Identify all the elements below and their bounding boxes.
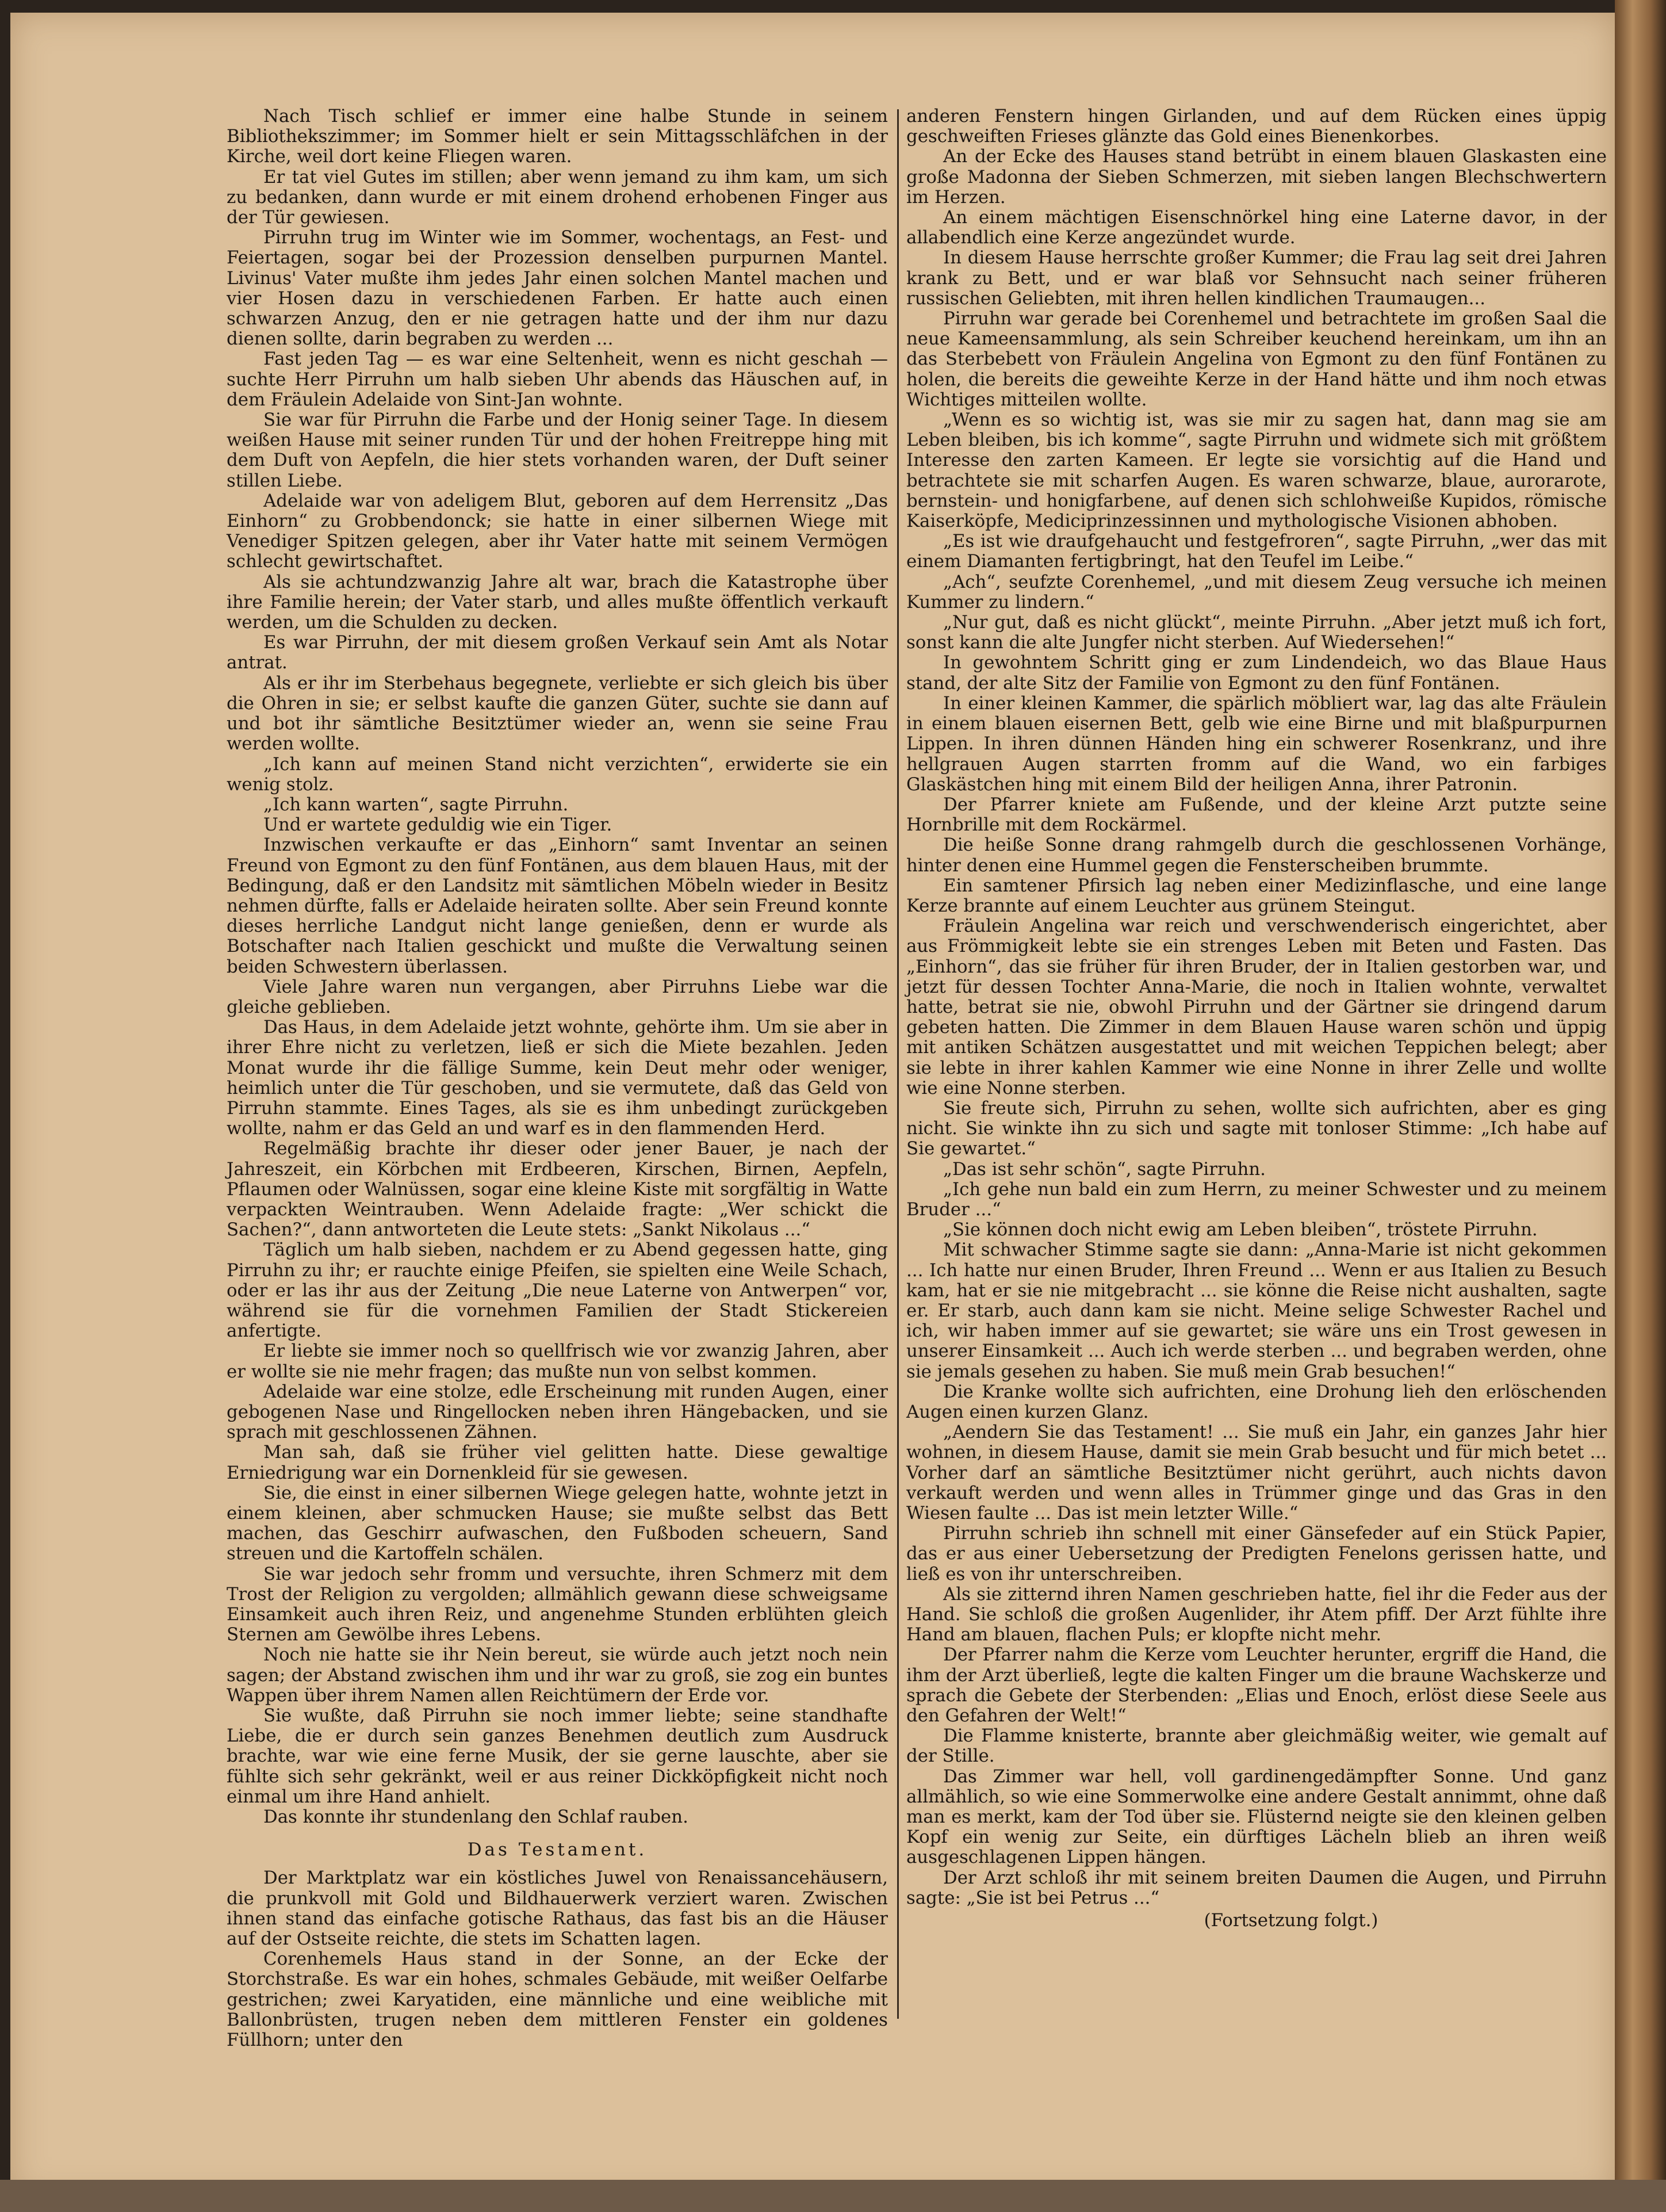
continuation-note: (Fortsetzung folgt.) [1204,1910,1378,1931]
paragraph: Der Arzt schloß ihr mit seinem breiten Daumen die Augen, und Pirruhn sagte: „Sie ist bei Petrus ...“ [906,1867,1607,1908]
paragraph: Ein samtener Pfirsich lag neben einer Medizinflasche, und eine lange Kerze brannte auf einem Leuchter aus grünem Steingut. [906,875,1607,916]
column-divider [897,109,899,2019]
paragraph: „Ich kann auf meinen Stand nicht verzichten“, erwiderte sie ein wenig stolz. [227,753,888,795]
paragraph: „Das ist sehr schön“, sagte Pirruhn. [943,1158,1266,1180]
paragraph: Fast jeden Tag — es war eine Seltenheit, wenn es nicht geschah — suchte Herr Pirruhn um halb sieben Uhr abends das Häuschen auf, in dem Fräulein Adelaide von Sint-Jan wohnte. [227,349,888,410]
paragraph: Mit schwacher Stimme sagte sie dann: „Anna-Marie ist nicht gekommen ... Ich hatte nur einen Bruder, Ihren Freund ... Wenn er aus Italien zu Besuch kam, hat er sie nie mitgebracht ... sie könne die Reise nicht aushalten, sagte er. Er starb, auch dann kam sie nicht. Meine selige Schwester Rachel und ich, wir haben immer auf sie gewartet; sie wäre uns ein Trost gewesen in unserer Einsamkeit ... Auch ich werde sterben ... und begraben werden, ohne sie jemals gesehen zu haben. Sie muß mein Grab besuchen!“ [906,1239,1607,1382]
paragraph: Täglich um halb sieben, nachdem er zu Abend gegessen hatte, ging Pirruhn zu ihr; er rauchte einige Pfeifen, sie spielten eine Weile Schach, oder er las ihr aus der Zeitung „Die neue Laterne von Antwerpen“ vor, während sie für die vornehmen Familien der Stadt Stickereien anfertigte. [227,1239,888,1342]
right-column [906,106,1607,2004]
paragraph-continuation: anderen Fenstern hingen Girlanden, und auf dem Rücken eines üppig geschweiften Frieses glänzte das Gold eines Bienenkorbes. [906,106,1607,147]
page-bottom-edge [0,2180,1666,2212]
paragraph: Sie freute sich, Pirruhn zu sehen, wollte sich aufrichten, aber es ging nicht. Sie winkte ihn zu sich und sagte mit tonloser Stimme: „Ich habe auf Sie gewartet.“ [906,1097,1607,1159]
paragraph: Viele Jahre waren nun vergangen, aber Pirruhns Liebe war die gleiche geblieben. [227,976,888,1017]
left-column [227,106,888,2051]
paragraph: Inzwischen verkaufte er das „Einhorn“ samt Inventar an seinen Freund von Egmont zu den fünf Fontänen, aus dem blauen Haus, mit der Bedingung, daß er den Landsitz mit sämtlichen Möbeln wieder in Besitz nehmen dürfte, falls er Adelaide heiraten sollte. Aber sein Freund konnte dieses herrliche Landgut nicht lange genießen, denn er wurde als Botschafter nach Italien geschickt und mußte die Verwaltung seinen beiden Schwestern überlassen. [227,835,888,977]
paragraph: Sie wußte, daß Pirruhn sie noch immer liebte; seine standhafte Liebe, die er durch sein ganzes Benehmen deutlich zum Ausdruck brachte, war wie eine ferne Musik, der sie gerne lauschte, aber sie fühlte sich sehr gekränkt, weil er aus reiner Dickköpfigkeit nicht noch einmal um ihre Hand anhielt. [227,1705,888,1807]
paragraph: Als sie zitternd ihren Namen geschrieben hatte, fiel ihr die Feder aus der Hand. Sie schloß die großen Augenlider, ihr Atem pfiff. Der Arzt fühlte ihre Hand am blauen, flachen Puls; er klopfte nicht mehr. [906,1583,1607,1645]
paragraph: Adelaide war eine stolze, edle Erscheinung mit runden Augen, einer gebogenen Nase und Ringellocken neben ihren Hängebacken, und sie sprach mit geschlossenen Zähnen. [227,1381,888,1443]
paragraph: An der Ecke des Hauses stand betrübt in einem blauen Glaskasten eine große Madonna der Sieben Schmerzen, mit sieben langen Blechschwertern im Herzen. [906,146,1607,208]
paragraph: Adelaide war von adeligem Blut, geboren auf dem Herrensitz „Das Einhorn“ zu Grobbendonck; sie hatte in einer silbernen Wiege mit Venediger Spitzen gelegen, aber ihr Vater hatte mit seinem Vermögen schlecht gewirtschaftet. [227,490,888,572]
paragraph: „Es ist wie draufgehaucht und festgefroren“, sagte Pirruhn, „wer das mit einem Diamanten fertigbringt, hat den Teufel im Leibe.“ [906,531,1607,572]
paragraph: Als sie achtundzwanzig Jahre alt war, brach die Katastrophe über ihre Familie herein; der Vater starb, und alles mußte öffentlich verkauft werden, um die Schulden zu decken. [227,571,888,633]
paragraph: Der Pfarrer nahm die Kerze vom Leuchter herunter, ergriff die Hand, die ihm der Arzt überließ, legte die kalten Finger um die braune Wachskerze und sprach die Gebete der Sterbenden: „Elias und Enoch, erlöst diese Seele aus den Gefahren der Welt!“ [906,1644,1607,1727]
paragraph: „Nur gut, daß es nicht glückt“, meinte Pirruhn. „Aber jetzt muß ich fort, sonst kann die alte Jungfer nicht sterben. Auf Wiedersehen!“ [906,612,1607,653]
paragraph: „Ich gehe nun bald ein zum Herrn, zu meiner Schwester und zu meinem Bruder ...“ [906,1178,1607,1220]
paragraph: Sie war für Pirruhn die Farbe und der Honig seiner Tage. In diesem weißen Hause mit seiner runden Tür und der hohen Freitreppe hing mit dem Duft von Aepfeln, die hier stets vorhanden waren, der Duft seiner stillen Liebe. [227,410,888,491]
paragraph: „Ach“, seufzte Corenhemel, „und mit diesem Zeug versuche ich meinen Kummer zu lindern.“ [906,571,1607,613]
paragraph: Sie war jedoch sehr fromm und versuchte, ihren Schmerz mit dem Trost der Religion zu vergolden; allmählich gewann diese schweigsame Einsamkeit auch ihren Reiz, und angenehme Stunden erblühten gleich Sternen am Gewölbe ihres Lebens. [227,1563,888,1645]
paragraph: Pirruhn war gerade bei Corenhemel und betrachtete im großen Saal die neue Kameensammlung, als sein Schreiber keuchend hereinkam, um ihn an das Sterbebett von Fräulein Angelina von Egmont zu den fünf Fontänen zu holen, die bereits die geweihte Kerze in der Hand hätte und ihm noch etwas Wichtiges mitteilen wollte. [906,308,1607,410]
paragraph: „Aendern Sie das Testament! ... Sie muß ein Jahr, ein ganzes Jahr hier wohnen, in diesem Hause, damit sie mein Grab besucht und für mich betet ... Vorher darf an sämtliche Besitztümer nicht gerührt, auch nichts davon verkauft werden und wenn alles in Trümmer ginge und das Gras in den Wiesen faulte ... Das ist mein letzter Wille.“ [906,1422,1607,1524]
paragraph: Pirruhn schrieb ihn schnell mit einer Gänsefeder auf ein Stück Papier, das er aus einer Uebersetzung der Predigten Fenelons gerissen hatte, und ließ es von ihr unterschreiben. [906,1523,1607,1585]
paragraph: Das Zimmer war hell, voll gardinengedämpfter Sonne. Und ganz allmählich, so wie eine Sommerwolke eine andere Gestalt annimmt, ohne daß man es merkt, kam der Tod über sie. Flüsternd neigte sie den kleinen gelben Kopf ein wenig zur Seite, ein dürftiges Lächeln blieb an ihren weiß ausgeschlagenen Lippen hängen. [906,1766,1607,1868]
paragraph: Noch nie hatte sie ihr Nein bereut, sie würde auch jetzt noch nein sagen; der Abstand zwischen ihm und ihr war zu groß, sie zog ein buntes Wappen über ihrem Namen allen Reichtümern der Erde vor. [227,1644,888,1706]
paragraph: Regelmäßig brachte ihr dieser oder jener Bauer, je nach der Jahreszeit, ein Körbchen mit Erdbeeren, Kirschen, Birnen, Aepfeln, Pflaumen oder Walnüssen, sogar eine kleine Kiste mit sorgfältig in Watte verpackten Weintrauben. Wenn Adelaide fragte: „Wer schickt die Sachen?“, dann antworteten die Leute stets: „Sankt Nikolaus ...“ [227,1138,888,1241]
paragraph: Corenhemels Haus stand in der Sonne, an der Ecke der Storchstraße. Es war ein hohes, schmales Gebäude, mit weißer Oelfarbe gestrichen; zwei Karyatiden, eine männliche und eine weibliche mit Ballonbrüsten, trugen neben dem mittleren Fenster ein goldenes Füllhorn; unter den [227,1949,888,2051]
paragraph: Er liebte sie immer noch so quellfrisch wie vor zwanzig Jahren, aber er wollte sie nie mehr fragen; das mußte nun von selbst kommen. [227,1341,888,1382]
paragraph: Sie, die einst in einer silbernen Wiege gelegen hatte, wohnte jetzt in einem kleinen, aber schmucken Hause; sie mußte selbst das Bett machen, das Geschirr aufwaschen, den Fußboden scheuern, Sand streuen und die Kartoffeln schälen. [227,1482,888,1564]
paragraph: „Sie können doch nicht ewig am Leben bleiben“, tröstete Pirruhn. [943,1219,1538,1241]
paragraph: „Wenn es so wichtig ist, was sie mir zu sagen hat, dann mag sie am Leben bleiben, bis ich komme“, sagte Pirruhn und widmete sich mit größtem Interesse den zarten Kameen. Er legte sie vorsichtig auf die Hand und betrachtete sie mit scharfen Augen. Es waren schwarze, blaue, aurorarote, bernstein- und honigfarbene, auf denen sich schlohweiße Kupidos, römische Kaiserköpfe, Mediciprinzessinnen und mythologische Visionen abhoben. [906,410,1607,532]
section-heading: Das Testament. [467,1839,648,1861]
paragraph: Pirruhn trug im Winter wie im Sommer, wochentags, an Fest- und Feiertagen, sogar bei der Prozession denselben purpurnen Mantel. Livinus' Vater mußte ihm jedes Jahr einen solchen Mantel machen und vier Hosen dazu in verschiedenen Farben. Er hatte auch einen schwarzen Anzug, den er nie getragen hatte und der ihm nur dazu dienen sollte, darin begraben zu werden ... [227,227,888,350]
paragraph: Fräulein Angelina war reich und verschwenderisch eingerichtet, aber aus Frömmigkeit lebte sie ein strenges Leben mit Beten und Fasten. Das „Einhorn“, das sie früher für ihren Bruder, der in Italien gestorben war, und jetzt für dessen Tochter Anna-Marie, die noch in Italien wohnte, verwaltet hatte, betrat sie nie, obwohl Pirruhn und der Gärtner sie dringend darum gebeten hatten. Die Zimmer in dem Blauen Hause waren schön und üppig mit antiken Schätzen ausgestattet und mit weichen Teppichen belegt; aber sie lebte in ihrer kahlen Kammer wie eine Nonne in ihrer Zelle und wollte wie eine Nonne sterben. [906,916,1607,1099]
paragraph: Er tat viel Gutes im stillen; aber wenn jemand zu ihm kam, um sich zu bedanken, dann wurde er mit einem drohend erhobenen Finger aus der Tür gewiesen. [227,166,888,228]
paragraph: Das konnte ihr stundenlang den Schlaf rauben. [263,1807,688,1828]
paragraph: In diesem Hause herrschte großer Kummer; die Frau lag seit drei Jahren krank zu Bett, und er war blaß vor Sehnsucht nach seiner früheren russischen Geliebten, mit ihren hellen kindlichen Traumaugen... [906,247,1607,309]
paragraph: Und er wartete geduldig wie ein Tiger. [263,814,612,836]
paragraph: Die Kranke wollte sich aufrichten, eine Drohung lieh den erlöschenden Augen einen kurzen Glanz. [906,1381,1607,1422]
paragraph: Man sah, daß sie früher viel gelitten hatte. Diese gewaltige Erniedrigung war ein Dornenkleid für sie gewesen. [227,1442,888,1483]
paragraph: „Ich kann warten“, sagte Pirruhn. [263,794,569,815]
paragraph: Die Flamme knisterte, brannte aber gleichmäßig weiter, wie gemalt auf der Stille. [906,1725,1607,1767]
paragraph: Der Pfarrer kniete am Fußende, und der kleine Arzt putzte seine Hornbrille mit dem Rockärmel. [906,794,1607,836]
paragraph: Nach Tisch schlief er immer eine halbe Stunde in seinem Bibliothekszimmer; im Sommer hielt er sein Mittagsschläfchen in der Kirche, weil dort keine Fliegen waren. [227,106,888,167]
paragraph: Es war Pirruhn, der mit diesem großen Verkauf sein Amt als Notar antrat. [227,632,888,673]
paragraph: In gewohntem Schritt ging er zum Lindendeich, wo das Blaue Haus stand, der alte Sitz der Familie von Egmont zu den fünf Fontänen. [906,652,1607,694]
paragraph: In einer kleinen Kammer, die spärlich möbliert war, lag das alte Fräulein in einem blauen eisernen Bett, gelb wie eine Birne und mit blaßpurpurnen Lippen. In ihren dünnen Händen hing ein schwerer Rosenkranz, und ihre hellgrauen Augen starrten fromm auf die Wand, wo ein farbiges Glaskästchen hing mit einem Bild der heiligen Anna, ihrer Patronin. [906,692,1607,795]
paragraph: Die heiße Sonne drang rahmgelb durch die geschlossenen Vorhänge, hinter denen eine Hummel gegen die Fensterscheiben brummte. [906,835,1607,876]
paragraph: An einem mächtigen Eisenschnörkel hing eine Laterne davor, in der allabendlich eine Kerze angezündet wurde. [906,207,1607,248]
paragraph: Der Marktplatz war ein köstliches Juwel von Renaissancehäusern, die prunkvoll mit Gold und Bildhauerwerk verziert waren. Zwischen ihnen stand das einfache gotische Rathaus, das fast bis an die Häuser auf der Ostseite reichte, die stets im Schatten lagen. [227,1867,888,1950]
paragraph: Als er ihr im Sterbehaus begegnete, verliebte er sich gleich bis über die Ohren in sie; er selbst kaufte die ganzen Güter, suchte sie dann auf und bot ihr sämtliche Besitztümer wieder an, wenn sie seine Frau werden wollte. [227,672,888,755]
book-spine [1615,0,1666,2212]
paragraph: Das Haus, in dem Adelaide jetzt wohnte, gehörte ihm. Um sie aber in ihrer Ehre nicht zu verletzen, ließ er sich die Miete bezahlen. Jeden Monat wurde ihr die fällige Summe, kein Deut mehr oder weniger, heimlich unter die Tür geschoben, und sie vermutete, daß das Geld von Pirruhn stammte. Eines Tages, als sie es ihm unbedingt zurückgeben wollte, nahm er das Geld an und warf es in den flammenden Herd. [227,1017,888,1139]
